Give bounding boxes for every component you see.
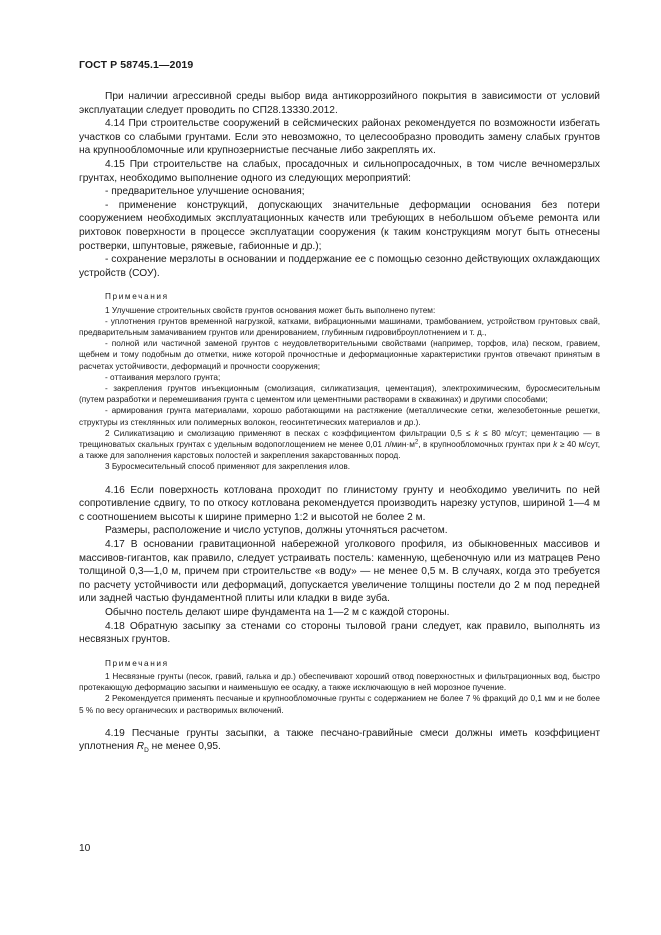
page-content [79, 90, 600, 754]
note-1: 1 Несвязные грунты (песок, гравий, галька и др.) обеспечивают хороший отвод поверхностных и фильтрационных вод, быстро протекающую деформацию засыпки и наименьшую ее осадку, а также исключающую в ней морозное пучение. [79, 671, 600, 693]
paragraph-4-16-cont: Размеры, расположение и число уступов, должны уточняться расчетом. [105, 525, 448, 537]
paragraph-4-14: 4.14 При строительстве сооружений в сейсмических районах рекомендуется по возможности избегать участков со слабыми грунтами. Если это невозможно, то целесообразно проводить замену слабых грунтов на крупнообломочные или крупнозернистые песчаные либо закреплять их. [79, 118, 600, 157]
paragraph-4-16: 4.16 Если поверхность котлована проходит по глинистому грунту и необходимо увеличить по ней сопротивление сдвигу, то по откосу котлована рекомендуется производить нарезку уступов, шириной 1—4 м с соотношением высоты к ширине примерно 1:2 и высотой не более 2 м. [79, 484, 600, 523]
paragraph-4-18: 4.18 Обратную засыпку за стенами со стороны тыловой грани следует, как правило, выполнять из несвязных грунтов. [79, 620, 600, 646]
document-header: ГОСТ Р 58745.1—2019 [79, 59, 194, 71]
note-list-item: - оттаивания мерзлого грунта; [105, 372, 221, 382]
note-2: 2 Силикатизацию и смолизацию применяют в песках с коэффициентом фильтрации 0,5 ≤ k ≤ 80 м/сут; цементацию — в трещиноватых скальных грунтах с удельным водопоглощением не менее 0,01 $л/мин\cdot м^2$, в крупнообломочных грунтах при k ≥ 40 м/сут, а также для заполнения карстовых полостей и закрепления закарстованных пород. [79, 428, 600, 461]
notes-title: Примечания [105, 658, 169, 668]
paragraph-4-17: 4.17 В основании гравитационной набережной уголкового профиля, из обыкновенных массивов и массивов-гигантов, как правило, следует устраивать постель: каменную, щебеночную или из матрацев Рено толщиной 0,3—1,0 м, причем при строительстве «в воду» — не менее 0,5 м. В случаях, когда это требуется по расчету устойчивости или деформаций, допускается увеличение толщины постели до 2 м под передней или задней частью фундаментной плиты или кладки в виде зуба. [79, 538, 600, 605]
notes-title: Примечания [105, 292, 169, 302]
paragraph-4-15: 4.15 При строительстве на слабых, просадочных и сильнопросадочных, в том числе вечномерзлых грунтах, необходимо выполнение одного из следующих мероприятий: [79, 158, 600, 184]
list-item: - применение конструкций, допускающих значительные деформации основания без потери сооружением необходимых эксплуатационных качеств или требующих в небольшом объеме ремонта или рихтовок поверхности в процессе эксплуатации сооружения (к таким конструкциям могут быть отнесены ростверки, шпунтовые, ряжевые, габионные и др.); [79, 199, 600, 252]
list-item: - предварительное улучшение основания; [105, 186, 305, 198]
paragraph-corrosion: При наличии агрессивной среды выбор вида антикоррозийного покрытия в зависимости от условий эксплуатации следует проводить по СП28.13330.2012. [79, 91, 600, 116]
note-list-item: - уплотнения грунтов временной нагрузкой, катками, вибрационными машинами, трамбованием, устройством грунтовых свай, предварительным замачиванием грунтов или дренированием, глубинным гидровиброуплотнением и т. д., [79, 316, 600, 337]
note-3: 3 Буросмесительный способ применяют для закрепления илов. [105, 462, 351, 472]
note-list-item: - полной или частичной заменой грунтов с неудовлетворительными свойствами (например, торфов, ила) песком, гравием, щебнем и тому подобным до отметки, ниже которой прочностные и деформационные характеристики грунтов отвечают принятым в расчетах устойчивости, деформаций и прочности сооружения; [79, 339, 600, 371]
note-2: 2 Рекомендуется применять песчаные и крупнообломочные грунты с содержанием не более 7 % фракций до 0,1 мм и не более 5 % по весу органических и растворимых включений. [79, 694, 600, 715]
note-list-item: - армирования грунта материалами, хорошо работающими на растяжение (металлические сетки, железобетонные решетки, структуры из стеклянных или полимерных волокон, геосинтетических материалов и др.). [79, 406, 600, 427]
note-1: 1 Улучшение строительных свойств грунтов основания может быть выполнено путем: [105, 305, 436, 315]
paragraph-4-17-cont: Обычно постель делают шире фундамента на 1—2 м с каждой стороны. [105, 606, 450, 618]
list-item: - сохранение мерзлоты в основании и поддержание ее с помощью сезонно действующих охлаждающих устройств (СОУ). [79, 254, 600, 279]
note-list-item: - закрепления грунтов инъекционным (смолизация, силикатизация, цементация), электрохимическим, буросмесительным (путем разработки и перемешивания грунта с цементом или цементными растворами в скважинах) и другими способами; [79, 383, 600, 405]
paragraph-4-19: 4.19 Песчаные грунты засыпки, а также песчано-гравийные смеси должны иметь коэффициент уплотнения $R_D$ не менее 0,95. [79, 727, 600, 755]
page-number: 10 [79, 843, 91, 854]
